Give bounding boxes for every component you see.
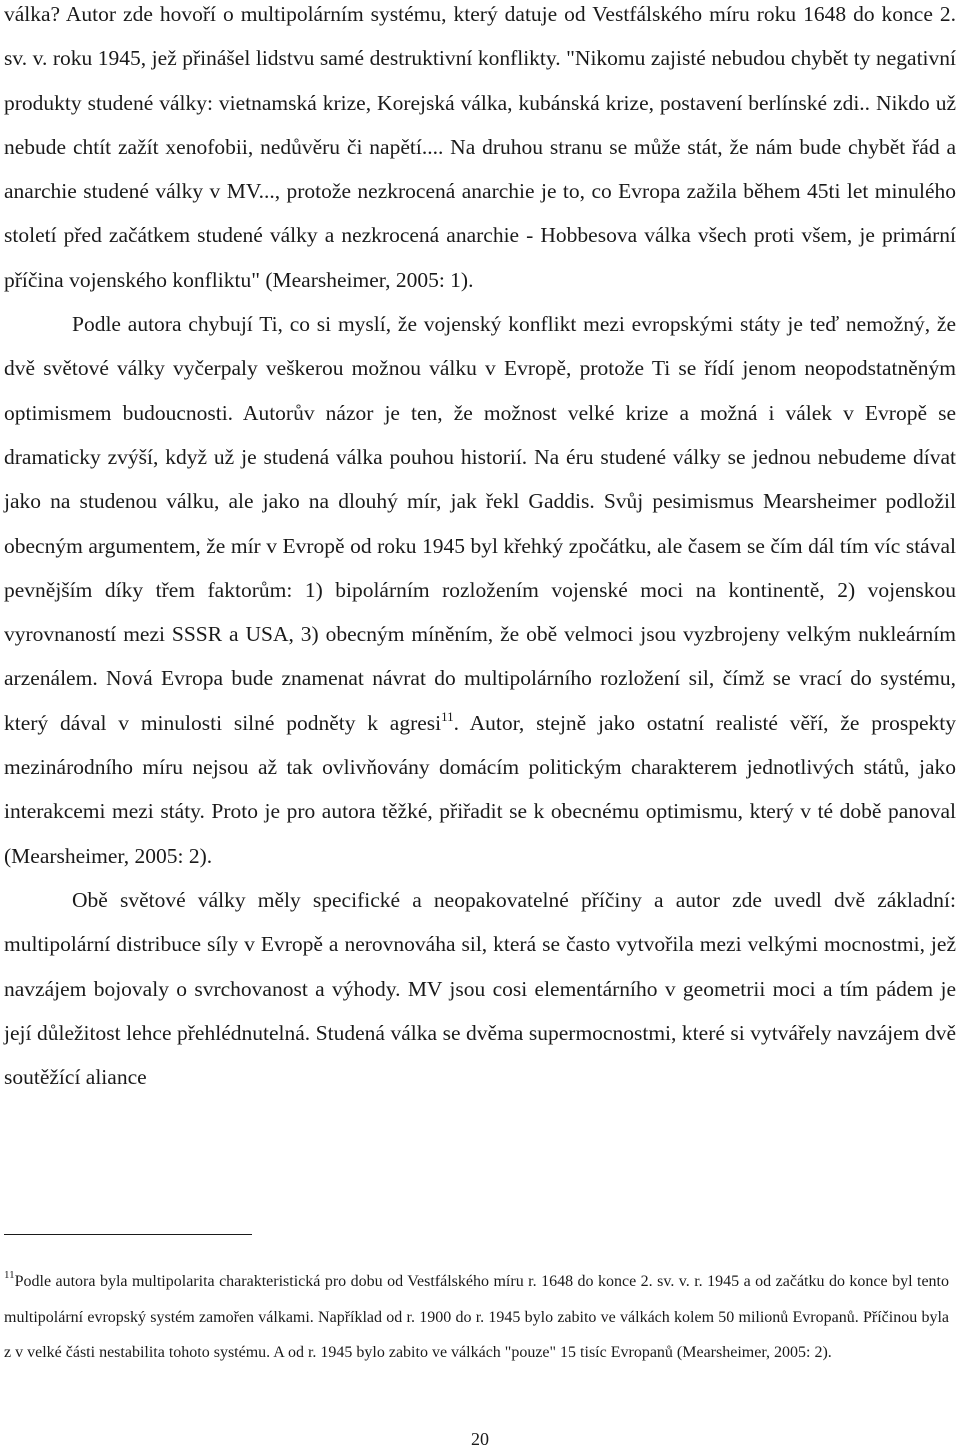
main-text [4,0,956,1099]
paragraph-2-text-a: Podle autora chybují Ti, co si myslí, že vojenský konflikt mezi evropskými státy je teď nemožný, že dvě světové války vyčerpaly veškerou možnou válku v Evropě, protože Ti se řídí jenom neopodstatněným optimismem budoucnosti. Autorův názor je ten, že možnost velké krize a možná i válek v Evropě se dramaticky zvýší, když už je studená válka pouhou historií. Na éru studené války se jednou nebudeme dívat jako na studenou válku, ale jako na dlouhý mír, jak řekl Gaddis. Svůj pesimismus Mearsheimer podložil obecným argumentem, že mír v Evropě od roku 1945 byl křehký zpočátku, ale časem se čím dál tím víc stával pevnějším díky třem faktorům: 1) bipolárním rozložením vojenské moci na kontinentě, 2) vojenskou vyrovnaností mezi SSSR a USA, 3) obecným míněním, že obě velmoci jsou vyzbrojeny velkým nukleárním arzenálem. Nová Evropa bude znamenat návrat do multipolárního rozložení sil, čímž se vrací do systému, který dával v minulosti silné podněty k agresi [4,312,956,735]
paragraph-2-text-b: . Autor, stejně jako ostatní realisté věří, že prospekty mezinárodního míru nejsou až tak ovlivňovány domácím politickým charakterem jednotlivých států, jako interakcemi mezi státy. Proto je pro autora těžké, přiřadit se k obecnému optimismu, který v té době panoval (Mearsheimer, 2005: 2). [4,710,956,868]
paragraph-3: Obě světové války měly specifické a neopakovatelné příčiny a autor zde uvedl dvě základní: multipolární distribuce síly v Evropě a nerovnováha sil, která se často vytvořila mezi velkými mocnostmi, jež navzájem bojovaly o svrchovanost a výhody. MV jsou cosi elementárního v geometrii moci a tím pádem je její důležitost lehce přehlédnutelná. Studená válka se dvěma supermocnostmi, které si vytvářely navzájem dvě soutěžící aliance [4,887,956,1090]
footnote-mark: 11 [4,1269,15,1281]
paragraph-1: válka? Autor zde hovoří o multipolárním systému, který datuje od Vestfálského míru roku 1648 do konce 2. sv. v. roku 1945, jež přinášel lidstvu samé destruktivní konflikty. "Nikomu zajisté nebudou chybět ty negativní produkty studené války: vietnamská krize, Korejská válka, kubánská krize, postavení berlínské zdi.. Nikdo už nebude chtít zažít xenofobii, nedůvěru či napětí.... Na druhou stranu se může stát, že nám bude chybět řád a anarchie studené války v MV..., protože nezkrocená anarchie je to, co Evropa zažila během 45ti let minulého století před začátkem studené války a nezkrocená anarchie - Hobbesova válka všech proti všem, je primární příčina vojenského konfliktu" (Mearsheimer, 2005: 1). [4,2,956,292]
footnote-11 [4,1264,949,1371]
page-number: 20 [471,1429,489,1449]
footnote-text: Podle autora byla multipolarita charakteristická pro dobu od Vestfálského míru r. 1648 do konce 2. sv. v. r. 1945 a od začátku do konce byl tento multipolární evropský systém zamořen válkami. Například od r. 1900 do r. 1945 bylo zabito ve válkách kolem 50 milionů Evropanů. Příčinou byla z v velké části nestabilita tohoto systému. A od r. 1945 bylo zabito ve válkách "pouze" 15 tisíc Evropanů (Mearsheimer, 2005: 2). [4,1273,949,1361]
footnote [4,1264,949,1371]
footnote-reference[interactable]: 11 [441,708,454,724]
paragraph-2 [4,302,956,878]
footnote-separator [4,1234,252,1235]
